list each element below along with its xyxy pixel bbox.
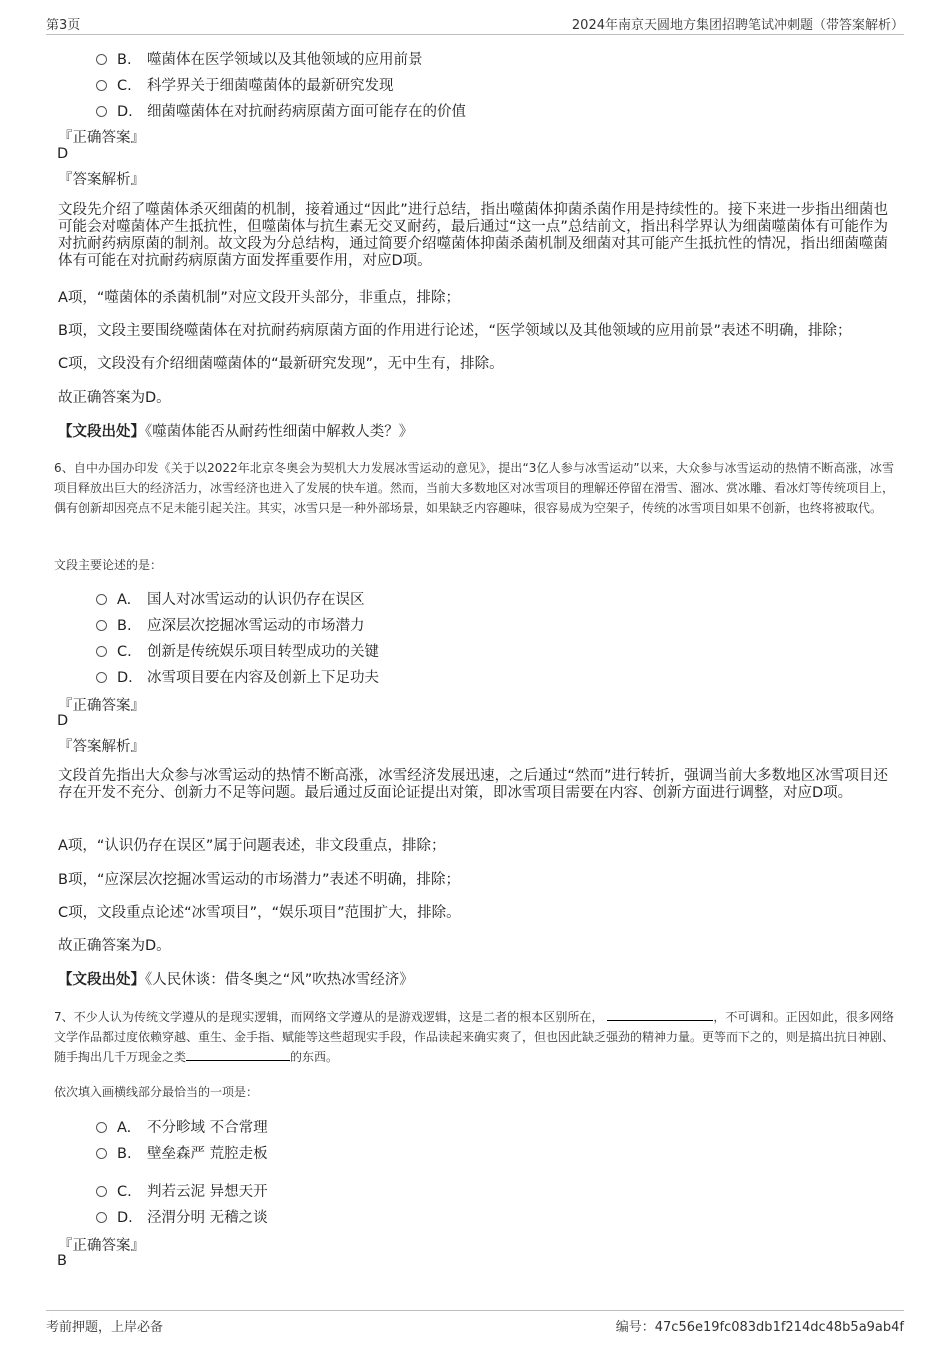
q7-prompt: 依次填入画横线部分最恰当的一项是： [54,1085,259,1099]
q5-answer-label: 『正确答案』 [58,130,145,146]
q7-stem: 7、不少人认为传统文学遵从的是现实逻辑，而网络文学遵从的是游戏逻辑，这是二者的根本区别所在， ，不可调和。正因如此，很多网络文学作品都过度依赖穿越、重生、金手指、赋能等这些超现实手段，作品读起来确实爽了，但也因此缺乏强劲的精神力量。更等而下之的，则是搞出抗日神剧、随手掏出几千万现金之类 的东西。 [54,1010,895,1064]
q7-answer-label: 『正确答案』 [58,1238,145,1254]
radio-icon[interactable] [96,54,107,65]
radio-icon[interactable] [96,1186,107,1197]
q5-conclusion: 故正确答案为D。 [58,390,171,406]
source-label: 【文段出处】 [58,424,145,440]
q6-analysis: 文段首先指出大众参与冰雪运动的热情不断高涨，冰雪经济发展迅速，之后通过“然而”进行转折，强调当前大多数地区冰雪项目还存在开发不充分、创新力不足等问题。最后通过反面论证提出对策，即冰雪项目需要在内容、创新方面进行调整，对应D项。 [58,768,888,801]
fill-blank-1[interactable] [607,1008,713,1021]
q6-option-b[interactable]: B. 应深层次挖掘冰雪运动的市场潜力 [96,614,365,635]
page-header [46,14,904,35]
radio-icon[interactable] [96,672,107,683]
radio-icon[interactable] [96,1122,107,1133]
q5-note-a: A项，“噬菌体的杀菌机制”对应文段开头部分，非重点，排除； [58,290,460,306]
radio-icon[interactable] [96,106,107,117]
q6-analysis-label: 『答案解析』 [58,739,145,755]
q6-conclusion: 故正确答案为D。 [58,938,171,954]
radio-icon[interactable] [96,594,107,605]
q7-option-c[interactable]: C. 判若云泥 异想天开 [96,1180,268,1201]
q6-option-d[interactable]: D. 冰雪项目要在内容及创新上下足功夫 [96,666,379,687]
document-title: 2024年南京天圆地方集团招聘笔试冲刺题（带答案解析） [571,18,904,33]
q7-option-b[interactable]: B. 壁垒森严 荒腔走板 [96,1142,268,1163]
q7-option-d[interactable]: D. 泾渭分明 无稽之谈 [96,1206,268,1227]
radio-icon[interactable] [96,620,107,631]
q6-option-c[interactable]: C. 创新是传统娱乐项目转型成功的关键 [96,640,379,661]
q5-note-c: C项，文段没有介绍细菌噬菌体的“最新研究发现”，无中生有，排除。 [58,356,504,372]
q6-note-c: C项，文段重点论述“冰雪项目”，“娱乐项目”范围扩大，排除。 [58,905,461,921]
q6-answer-label: 『正确答案』 [58,698,145,714]
q5-analysis-label: 『答案解析』 [58,172,145,188]
q7-option-a[interactable]: A. 不分畛域 不合常理 [96,1116,268,1137]
q6-source [58,972,888,989]
document-id: 编号：47c56e19fc083db1f214dc48b5a9ab4f [615,1320,904,1335]
page-footer [46,1310,904,1333]
radio-icon[interactable] [96,1212,107,1223]
q7-answer: B [57,1253,67,1269]
q5-analysis: 文段先介绍了噬菌体杀灭细菌的机制，接着通过“因此”进行总结，指出噬菌体抑菌杀菌作用是持续性的。接下来进一步指出细菌也可能会对噬菌体产生抵抗性，但噬菌体与抗生素无交叉耐药，最后通过“这一点”总结前文，指出科学界认为细菌噬菌体有可能作为对抗耐药病原菌的制剂。故文段为分总结构，通过简要介绍噬菌体抑菌杀菌机制及细菌对其可能产生抵抗性的情况，指出细菌噬菌体有可能在对抗耐药病原菌方面发挥重要作用，对应D项。 [58,202,888,269]
q5-source [58,424,888,441]
q6-note-a: A项，“认识仍存在误区”属于问题表述，非文段重点，排除； [58,838,446,854]
q5-option-d[interactable]: D. 细菌噬菌体在对抗耐药病原菌方面可能存在的价值 [96,100,466,121]
radio-icon[interactable] [96,80,107,91]
q6-stem: 6、自中办国办印发《关于以2022年北京冬奥会为契机大力发展冰雪运动的意见》，提出“3亿人参与冰雪运动”以来，大众参与冰雪运动的热情不断高涨，冰雪项目释放出巨大的经济活力，冰雪经济也进入了发展的快车道。然而，当前大多数地区对冰雪项目的理解还停留在滑雪、溜冰、赏冰雕、看冰灯等传统项目上，偶有创新却因亮点不足未能引起关注。其实，冰雪只是一种外部场景，如果缺乏内容趣味，很容易成为空架子，传统的冰雪项目如果不创新，也终将被取代。 [54,461,895,515]
source-label: 【文段出处】 [58,972,145,988]
q5-answer: D [57,146,69,162]
page-number: 第3页 [46,18,81,33]
q5-note-b: B项，文段主要围绕噬菌体在对抗耐药病原菌方面的作用进行论述，“医学领域以及其他领域的应用前景”表述不明确，排除； [58,323,852,339]
radio-icon[interactable] [96,1148,107,1159]
q5-option-c[interactable]: C. 科学界关于细菌噬菌体的最新研究发现 [96,74,394,95]
q5-option-b[interactable]: B. 噬菌体在医学领域以及其他领域的应用前景 [96,48,423,69]
source-text: 《噬菌体能否从耐药性细菌中解救人类？》 [145,424,414,440]
fill-blank-2[interactable] [186,1048,290,1061]
q6-answer: D [57,713,69,729]
q6-option-a[interactable]: A. 国人对冰雪运动的认识仍存在误区 [96,588,365,609]
q6-prompt: 文段主要论述的是： [54,558,163,572]
footer-slogan: 考前押题，上岸必备 [46,1320,164,1335]
q6-note-b: B项，“应深层次挖掘冰雪运动的市场潜力”表述不明确，排除； [58,872,460,888]
source-text: 《人民休谈：借冬奥之“风”吹热冰雪经济》 [145,972,414,988]
radio-icon[interactable] [96,646,107,657]
